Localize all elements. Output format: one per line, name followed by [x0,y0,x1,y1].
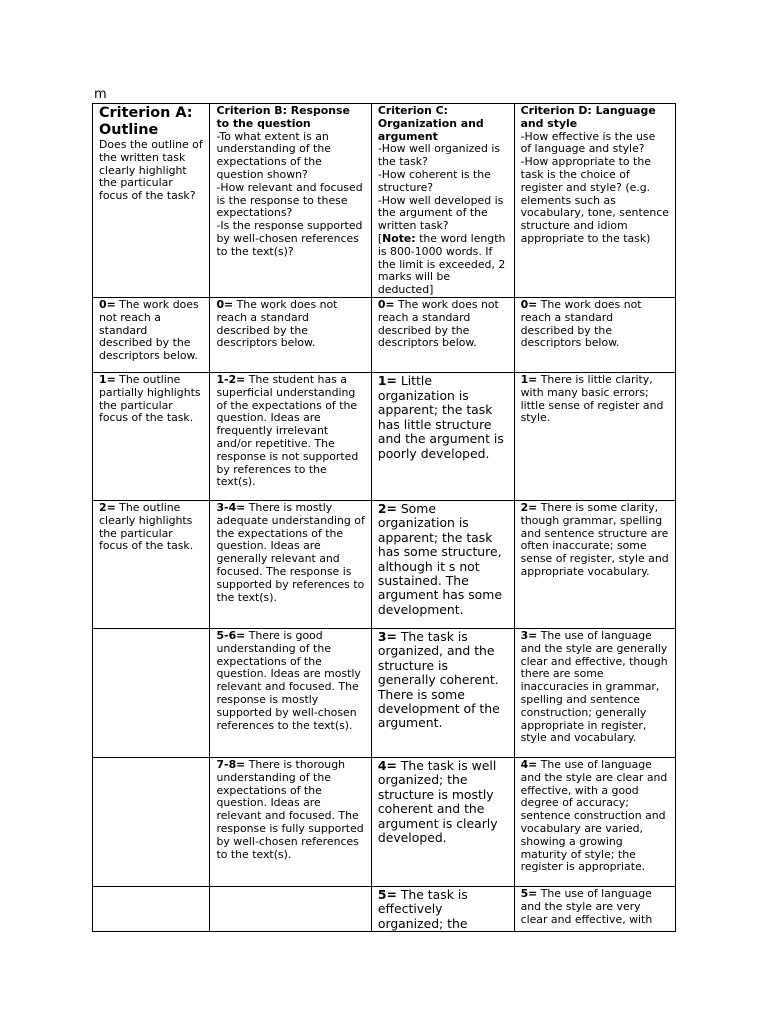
note-text: the word length is 800-1000 words. If the limit is exceeded, 2 marks will be deducted] [377,231,506,297]
criterion-c-descriptor [371,886,514,931]
score-label: 2= [99,500,116,514]
score-label: 3-4= [216,500,246,514]
criterion-b-question: -To what extent is an understanding of the expectations of the question shown? [216,129,331,181]
criterion-a-header [93,104,210,298]
score-label: 1= [520,372,538,386]
criterion-c-descriptor [371,372,514,500]
descriptor-text: Little organization is apparent; the task has little structure and the argument is poorly developed. [377,372,504,461]
criterion-d-descriptor [514,757,675,886]
score-label: 1= [377,372,397,388]
criterion-a-empty [93,628,210,757]
descriptor-text: The work does not reach a standard described by the descriptors below. [520,297,642,350]
descriptor-text: There is little clarity, with many basic errors; little sense of register and style. [520,372,664,425]
criterion-b-descriptor [210,757,371,886]
criterion-b-empty [210,886,371,931]
score-label: 0= [377,297,395,311]
descriptor-text: The work does not reach a standard described by the descriptors below. [99,297,199,363]
criterion-d-header [514,104,675,298]
criterion-c-question: -How coherent is the structure? [377,167,491,194]
descriptor-text: The task is well organized; the structure is mostly coherent and the argument is clearly developed. [377,757,498,845]
header-row [93,104,676,298]
word-limit-note [378,233,508,297]
descriptor-text: The task is effectively organized; the [377,886,468,931]
score-label: 5= [520,886,538,900]
criterion-b-descriptor [210,500,371,628]
criterion-b-question: -Is the response supported by well-chosen references to the text(s)? [216,219,363,258]
descriptor-text: The outline partially highlights the particular focus of the task. [99,372,201,425]
criterion-c-descriptor [371,297,514,372]
descriptor-text: There is some clarity, though grammar, spelling and sentence structure are often inaccurate; some sense of register, style and appropriate vocabulary. [520,500,669,578]
page-mark: m [94,87,107,102]
criterion-c-question: -How well organized is the task? [377,142,501,169]
criterion-d-descriptor [514,886,675,931]
criterion-b-descriptor [210,372,371,500]
score-row-0 [93,297,676,372]
descriptor-text: The work does not reach a standard described by the descriptors below. [377,297,499,350]
score-row-1 [93,372,676,500]
criterion-a-descriptor [93,297,210,372]
criterion-a-title: Criterion A: Outline [99,105,193,138]
descriptor-text: The task is organized, and the structure is generally coherent. There is some development of the argument. [377,628,500,731]
criterion-b-header [210,104,371,298]
note-label: Note: [382,231,416,245]
criterion-a-question: Does the outline of the written task clearly highlight the particular focus of the task? [99,138,203,203]
descriptor-text: The outline clearly highlights the particular focus of the task. [99,500,194,553]
score-label: 0= [520,297,538,311]
criterion-c-descriptor [371,628,514,757]
descriptor-text: The work does not reach a standard described by the descriptors below. [216,297,338,350]
score-label: 2= [520,500,538,514]
criterion-c-descriptor [371,757,514,886]
score-label: 2= [377,500,397,516]
score-label: 5= [377,886,397,902]
score-row-3 [93,628,676,757]
criterion-d-descriptor [514,297,675,372]
criterion-a-descriptor [93,372,210,500]
criterion-d-title: Criterion D: Language and style [520,104,656,130]
descriptor-text: There is mostly adequate understanding of the expectations of the question. Ideas are generally relevant and focused. The response is supported by references to the text(s). [216,500,365,604]
score-label: 3= [520,628,538,642]
score-row-5 [93,886,676,931]
criterion-b-question: -How relevant and focused is the response to these expectations? [216,180,363,220]
score-label: 0= [99,297,116,311]
criterion-b-descriptor [210,297,371,372]
criterion-c-question: -How well developed is the argument of the written task? [377,193,504,233]
criterion-d-descriptor [514,500,675,628]
score-label: 1= [99,372,116,386]
score-row-2 [93,500,676,628]
score-label: 1-2= [216,372,246,386]
criterion-a-empty [93,757,210,886]
score-label: 0= [216,297,234,311]
descriptor-text: Some organization is apparent; the task has some structure, although it s not sustained. The argument has some development. [377,500,502,617]
criterion-b-descriptor [210,628,371,757]
score-label: 4= [377,757,397,773]
note-bracket: [ [377,231,383,245]
descriptor-text: The use of language and the style are clear and effective, with a good degree of accuracy; sentence construction and vocabulary are varied, showing a growing maturity of style; the register is appropriate. [520,757,668,874]
score-label: 5-6= [216,628,246,642]
score-label: 7-8= [216,757,246,771]
criterion-d-question: -How effective is the use of language and style? [520,129,656,156]
criterion-c-title: Criterion C: Organization and argument [377,104,484,143]
descriptor-text: The student has a superficial understanding of the expectations of the question. Ideas are frequently irrelevant and/or repetitive. The response is not supported by references to the text(s). [216,372,359,489]
criterion-a-descriptor [93,500,210,628]
score-row-4 [93,757,676,886]
criterion-d-question: -How appropriate to the task is the choice of register and style? (e.g. elements such as vocabulary, tone, sentence structure and idiom appropriate to the task) [520,155,670,245]
criterion-d-descriptor [514,628,675,757]
rubric-table [92,103,676,932]
criterion-a-empty [93,886,210,931]
criterion-c-header [371,104,514,298]
score-label: 4= [520,757,538,771]
descriptor-text: There is good understanding of the expectations of the question. Ideas are mostly relevant and focused. The response is mostly supported by well-chosen references to the text(s). [216,628,361,732]
criterion-b-title: Criterion B: Response to the question [216,104,350,130]
criterion-c-descriptor [371,500,514,628]
score-label: 3= [377,628,397,644]
descriptor-text: The use of language and the style are very clear and effective, with [520,886,653,926]
descriptor-text: There is thorough understanding of the expectations of the question. Ideas are relevant and focused. The response is fully supported by well-chosen references to the text(s). [216,757,364,861]
descriptor-text: The use of language and the style are generally clear and effective, though there are some inaccuracies in grammar, spelling and sentence construction; generally appropriate in register, style and vocabulary. [520,628,668,745]
criterion-d-descriptor [514,372,675,500]
